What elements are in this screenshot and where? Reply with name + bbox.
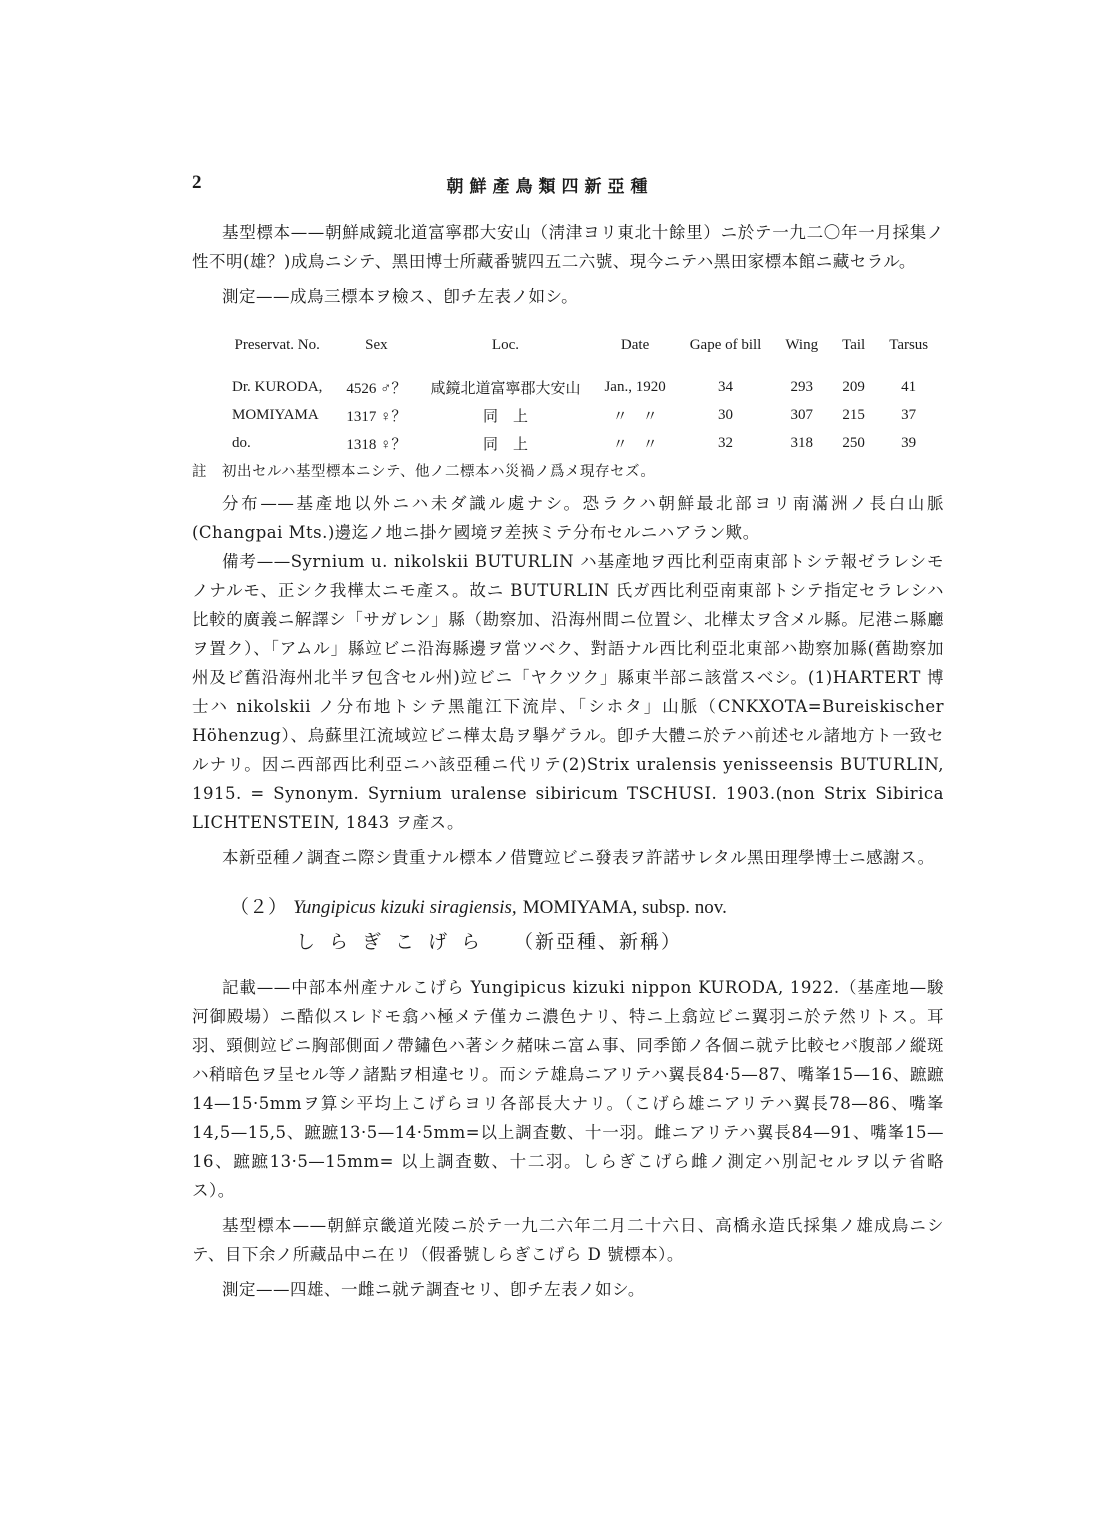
cell: do. (232, 434, 251, 451)
cell: 215 (842, 406, 865, 423)
col-header-preservat: Preservat. No. (234, 336, 320, 353)
cell: 同 上 (482, 408, 528, 425)
cell: 〃 〃 (612, 436, 658, 453)
para-measurement-1: 測定——成鳥三標本ヲ檢ス、卽チ左表ノ如シ。 (222, 287, 579, 306)
table-row (232, 429, 940, 457)
cell: 1318 ♀？ (346, 436, 407, 453)
section-number: （２） (230, 896, 288, 918)
col-header-tarsus: Tarsus (889, 336, 929, 353)
cell: 咸鏡北道富寧郡大安山 (430, 380, 581, 397)
running-head: 朝鮮產鳥類四新亞種 (446, 177, 654, 197)
para-thanks: 本新亞種ノ調査ニ際シ貴重ナル標本ノ借覽竝ビニ發表ヲ許諾サレタル黑田理學博士ニ感謝ス。 (222, 848, 935, 867)
cell: 209 (842, 378, 865, 395)
para-type-specimen-1: 基型標本——朝鮮咸鏡北道富寧郡大安山（淸津ヨリ東北十餘里）ニ於テ一九二〇年一月採集ノ性不明(雄？)成鳥ニシテ、黑田博士所藏番號四五二六號、現今ニテハ黑田家標本館ニ藏セラル。 (192, 223, 945, 271)
table-row (232, 373, 940, 401)
japanese-name-kana: しらぎこげら (296, 931, 495, 953)
body-text (192, 218, 944, 1304)
para-measurement-2: 測定——四雄、一雌ニ就テ調査セリ、卽チ左表ノ如シ。 (222, 1280, 645, 1299)
cell: 307 (790, 406, 813, 423)
cell: 293 (790, 378, 813, 395)
japanese-name-note: （新亞種、新稱） (514, 931, 683, 953)
species-author: MOMIYAMA, subsp. nov. (522, 897, 727, 918)
section-heading (192, 890, 944, 925)
cell: Dr. KURODA, (232, 378, 323, 395)
cell: 32 (718, 434, 734, 451)
cell: Jan., 1920 (604, 378, 666, 395)
col-header-loc: Loc. (491, 336, 519, 353)
cell: 37 (901, 406, 917, 423)
cell: 41 (901, 378, 917, 395)
cell: 同 上 (482, 436, 528, 453)
cell: 318 (790, 434, 813, 451)
page-number: 2 (192, 172, 202, 193)
cell: 39 (901, 434, 917, 451)
col-header-date: Date (620, 336, 650, 353)
measurement-table (232, 317, 940, 457)
col-header-wing: Wing (785, 336, 819, 353)
species-name: Yungipicus kizuki siragiensis, (293, 897, 517, 918)
cell: 34 (718, 378, 734, 395)
para-remarks: 備考——Syrnium u. nikolskii BUTURLIN ハ基產地ヲ西比利亞南東部トシテ報ゼラレシモノナルモ、正シク我樺太ニモ產ス。故ニ BUTURLIN 氏ガ西比利亞南東部トシテ指定セラレシハ比較的廣義ニ解譯シ「サガレン」縣（勘察加、沿海州間ニ位置シ、北樺太ヲ含メル縣。尼港ニ縣廳ヲ置ク）、「アムル」縣竝ビニ沿海縣邊ヲ當ツベク、對語ナル西比利亞北東部ハ勘察加縣(舊勘察加州及ビ舊沿海州北半ヲ包含セル州)竝ビニ「ヤクツク」縣東半部ニ該當スベシ。(1)HARTERT 博士ハ nikolskii ノ分布地トシテ黑龍江下流岸、「シホタ」山脈（CNKXOTA=Bureiskischer Höhenzug）、烏蘇里江流域竝ビニ樺太島ヲ擧ゲラル。卽チ大體ニ於テハ前述セル諸地方ト一致セルナリ。因ニ西部西比利亞ニハ該亞種ニ代リテ(2)Strix uralensis yenisseensis BUTURLIN, 1915. = Synonym. Syrnium uralense sibiricum TSCHUSI. 1903.(non Strix Sibirica LICHTENSTEIN, 1843 ヲ產ス。 (192, 552, 944, 832)
cell: 〃 〃 (612, 408, 658, 425)
table-row (232, 401, 940, 429)
para-distribution: 分布——基產地以外ニハ未ダ識ル處ナシ。恐ラクハ朝鮮最北部ヨリ南滿洲ノ長白山脈(Changpai Mts.)邊迄ノ地ニ掛ケ國境ヲ差挾ミテ分布セルニハアラン歟。 (192, 494, 944, 542)
col-header-sex: Sex (365, 336, 388, 353)
japanese-name (192, 925, 944, 959)
table-header-row (232, 317, 940, 373)
para-description: 記載——中部本州產ナルこげら Yungipicus kizuki nippon KURODA, 1922.（基產地—駿河御殿場）ニ酷似スレドモ翕ハ極メテ僅カニ濃色ナリ、特ニ上翕竝ビニ翼羽ニ於テ然リトス。耳羽、頸側竝ビニ胸部側面ノ帶鏽色ハ著シク赭味ニ富ム事、同季節ノ各個ニ就テ比較セバ腹部ノ縱斑ハ稍暗色ヲ呈セル等ノ諸點ヲ相違セリ。而シテ雄鳥ニアリテハ翼長84·5—87、嘴峯15—16、蹠蹠14—15·5mmヲ算シ平均上こげらヨリ各部長大ナリ。（こげら雄ニアリテハ翼長78—86、嘴峯14,5—15,5、蹠蹠13·5—14·5mm=以上調査數、十一羽。雌ニアリテハ翼長84—91、嘴峯15—16、蹠蹠13·5—15mm= 以上調査數、十二羽。しらぎこげら雌ノ測定ハ別記セルヲ以テ省略ス）。 (192, 978, 944, 1200)
col-header-tail: Tail (842, 336, 866, 353)
col-header-gape: Gape of bill (689, 336, 762, 353)
cell: 4526 ♂？ (346, 380, 407, 397)
cell: 30 (718, 406, 734, 423)
cell: 250 (842, 434, 865, 451)
footnote: 註 初出セルハ基型標本ニシテ、他ノ二標本ハ災禍ノ爲メ現存セズ。 (192, 464, 656, 480)
para-type-specimen-2: 基型標本——朝鮮京畿道光陵ニ於テ一九二六年二月二十六日、高橋永造氏採集ノ雄成鳥ニシテ、目下余ノ所藏品中ニ在リ（假番號しらぎこげら D 號標本）。 (192, 1216, 945, 1264)
cell: 1317 ♀？ (346, 408, 407, 425)
cell: MOMIYAMA (232, 406, 319, 423)
